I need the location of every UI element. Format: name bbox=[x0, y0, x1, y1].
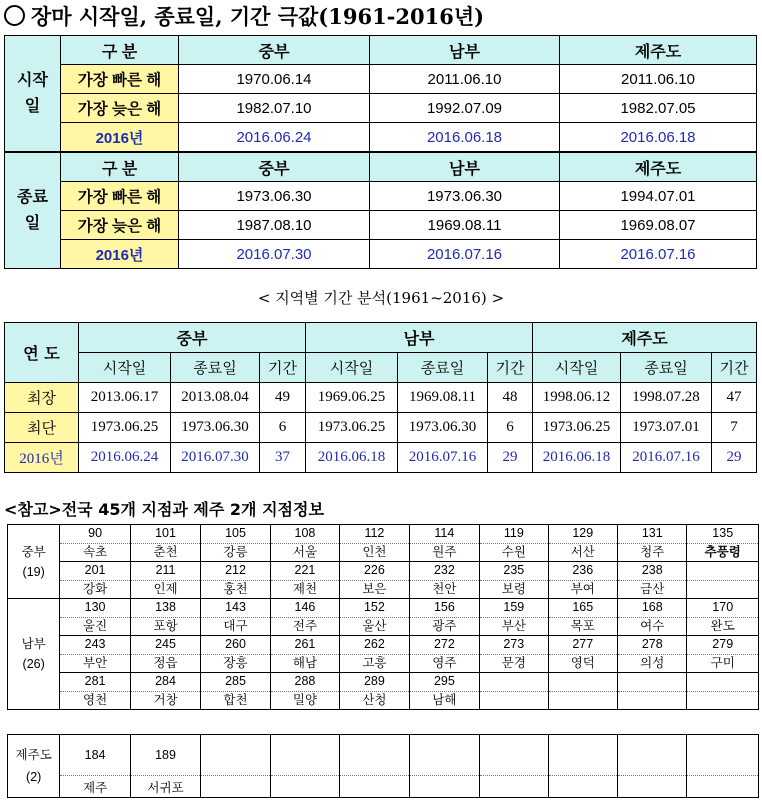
station-name bbox=[687, 776, 759, 798]
station-name: 정읍 bbox=[130, 654, 200, 673]
station-name: 울산 bbox=[340, 617, 409, 636]
date-cell-2016: 2016.07.16 bbox=[560, 240, 757, 269]
extremes-header-region: 중부 bbox=[179, 152, 370, 182]
station-name: 부산 bbox=[480, 617, 548, 636]
row-label-2016: 2016년 bbox=[61, 123, 179, 153]
station-code bbox=[618, 735, 687, 776]
station-code: 285 bbox=[201, 673, 270, 692]
value-cell: 1973.06.25 bbox=[533, 413, 621, 443]
value-cell: 1973.06.30 bbox=[398, 413, 488, 443]
station-code: 159 bbox=[480, 599, 548, 618]
date-cell: 1994.07.01 bbox=[560, 182, 757, 211]
value-cell: 1969.06.25 bbox=[306, 383, 398, 413]
station-name: 보령 bbox=[480, 580, 548, 599]
station-code: 243 bbox=[60, 636, 130, 655]
row-label-2016: 2016년 bbox=[61, 240, 179, 269]
station-name: 영주 bbox=[409, 654, 479, 673]
station-code: 168 bbox=[618, 599, 687, 618]
station-code: 201 bbox=[60, 562, 130, 581]
sub-header: 기간 bbox=[712, 353, 757, 383]
extremes-header-region: 제주도 bbox=[560, 36, 757, 65]
date-cell-2016: 2016.07.30 bbox=[179, 240, 370, 269]
station-code: 262 bbox=[340, 636, 409, 655]
extremes-header-region: 남부 bbox=[370, 36, 560, 65]
group-label bbox=[8, 735, 60, 798]
station-name: 장흥 bbox=[201, 654, 270, 673]
station-name: 춘천 bbox=[130, 543, 200, 562]
station-code: 273 bbox=[480, 636, 548, 655]
station-code bbox=[548, 735, 617, 776]
station-name: 영천 bbox=[60, 691, 130, 710]
value-cell-2016: 37 bbox=[260, 443, 306, 473]
sub-header: 종료일 bbox=[621, 353, 712, 383]
group-label bbox=[8, 599, 60, 710]
station-name: 남해 bbox=[409, 691, 479, 710]
station-name bbox=[340, 776, 409, 798]
start-side-label: 시작 일 bbox=[5, 36, 61, 153]
station-name: 여수 bbox=[618, 617, 687, 636]
station-code bbox=[270, 735, 339, 776]
station-code: 277 bbox=[548, 636, 617, 655]
sub-header: 종료일 bbox=[171, 353, 260, 383]
group-name: 중부 bbox=[21, 544, 46, 559]
station-code: 90 bbox=[60, 525, 130, 544]
station-name bbox=[618, 691, 687, 710]
value-cell: 1973.06.25 bbox=[306, 413, 398, 443]
station-name: 거창 bbox=[130, 691, 200, 710]
sub-header: 기간 bbox=[488, 353, 533, 383]
station-name: 제천 bbox=[270, 580, 339, 599]
sub-header: 기간 bbox=[260, 353, 306, 383]
station-name bbox=[201, 776, 270, 798]
station-name: 영덕 bbox=[548, 654, 617, 673]
station-name bbox=[480, 776, 548, 798]
row-label: 최단 bbox=[5, 413, 79, 443]
station-name: 청주 bbox=[618, 543, 687, 562]
station-code: 165 bbox=[548, 599, 617, 618]
value-cell: 48 bbox=[488, 383, 533, 413]
station-name: 수원 bbox=[480, 543, 548, 562]
station-name: 천안 bbox=[409, 580, 479, 599]
extremes-header-label: 구 분 bbox=[61, 36, 179, 65]
station-code: 261 bbox=[270, 636, 339, 655]
station-code: 143 bbox=[201, 599, 270, 618]
row-label: 가장 늦은 해 bbox=[61, 211, 179, 240]
station-code: 235 bbox=[480, 562, 548, 581]
value-cell-2016: 2016.07.30 bbox=[171, 443, 260, 473]
value-cell-2016: 29 bbox=[712, 443, 757, 473]
extremes-header-region: 남부 bbox=[370, 152, 560, 182]
station-name: 서산 bbox=[548, 543, 617, 562]
sub-header: 시작일 bbox=[306, 353, 398, 383]
value-cell: 6 bbox=[260, 413, 306, 443]
station-code: 289 bbox=[340, 673, 409, 692]
value-cell: 49 bbox=[260, 383, 306, 413]
station-code bbox=[409, 735, 479, 776]
station-name: 밀양 bbox=[270, 691, 339, 710]
group-count: (2) bbox=[26, 770, 42, 784]
station-code: 146 bbox=[270, 599, 339, 618]
row-label-2016: 2016년 bbox=[5, 443, 79, 473]
year-header: 연 도 bbox=[5, 323, 79, 383]
station-name bbox=[687, 580, 759, 599]
row-label: 가장 빠른 해 bbox=[61, 65, 179, 94]
value-cell: 1998.07.28 bbox=[621, 383, 712, 413]
station-code: 130 bbox=[60, 599, 130, 618]
station-code: 245 bbox=[130, 636, 200, 655]
station-name: 원주 bbox=[409, 543, 479, 562]
value-cell-2016: 29 bbox=[488, 443, 533, 473]
station-code: 108 bbox=[270, 525, 339, 544]
station-name: 합천 bbox=[201, 691, 270, 710]
station-name: 서울 bbox=[270, 543, 339, 562]
station-name: 보은 bbox=[340, 580, 409, 599]
station-code: 189 bbox=[130, 735, 200, 776]
station-code: 156 bbox=[409, 599, 479, 618]
station-code: 232 bbox=[409, 562, 479, 581]
date-cell: 1973.06.30 bbox=[370, 182, 560, 211]
station-name: 광주 bbox=[409, 617, 479, 636]
station-name bbox=[409, 776, 479, 798]
station-code: 170 bbox=[687, 599, 759, 618]
section-subtitle: < 지역별 기간 분석(1961~2016) > bbox=[257, 289, 505, 307]
sub-header: 종료일 bbox=[398, 353, 488, 383]
station-name: 문경 bbox=[480, 654, 548, 673]
station-code: 211 bbox=[130, 562, 200, 581]
station-code: 119 bbox=[480, 525, 548, 544]
station-code: 279 bbox=[687, 636, 759, 655]
station-name: 강화 bbox=[60, 580, 130, 599]
station-code bbox=[618, 673, 687, 692]
station-code: 135 bbox=[687, 525, 759, 544]
station-code: 114 bbox=[409, 525, 479, 544]
station-code: 272 bbox=[409, 636, 479, 655]
station-code: 184 bbox=[60, 735, 130, 776]
value-cell: 7 bbox=[712, 413, 757, 443]
station-name bbox=[618, 776, 687, 798]
station-code: 212 bbox=[201, 562, 270, 581]
end-side-label: 종료 일 bbox=[5, 152, 61, 269]
group-name: 제주도 bbox=[15, 748, 52, 762]
station-name: 인천 bbox=[340, 543, 409, 562]
date-cell-2016: 2016.07.16 bbox=[370, 240, 560, 269]
station-code: 281 bbox=[60, 673, 130, 692]
station-code: 221 bbox=[270, 562, 339, 581]
station-code bbox=[480, 735, 548, 776]
station-name: 추풍령 bbox=[687, 543, 759, 562]
value-cell: 1973.06.25 bbox=[79, 413, 171, 443]
group-count: (19) bbox=[22, 564, 45, 579]
value-cell-2016: 2016.06.18 bbox=[533, 443, 621, 473]
station-name: 의성 bbox=[618, 654, 687, 673]
value-cell: 1998.06.12 bbox=[533, 383, 621, 413]
station-code: 236 bbox=[548, 562, 617, 581]
value-cell-2016: 2016.07.16 bbox=[398, 443, 488, 473]
station-name: 부안 bbox=[60, 654, 130, 673]
station-name: 완도 bbox=[687, 617, 759, 636]
station-code: 131 bbox=[618, 525, 687, 544]
extremes-header-region: 제주도 bbox=[560, 152, 757, 182]
period-table bbox=[4, 322, 757, 473]
date-cell: 1969.08.11 bbox=[370, 211, 560, 240]
page-title bbox=[4, 2, 484, 32]
extremes-table bbox=[4, 35, 757, 269]
stations-table bbox=[7, 524, 759, 710]
station-name: 서귀포 bbox=[130, 776, 200, 798]
station-name: 홍천 bbox=[201, 580, 270, 599]
date-cell: 2011.06.10 bbox=[370, 65, 560, 94]
jeju-stations-table bbox=[7, 734, 759, 798]
station-name: 구미 bbox=[687, 654, 759, 673]
group-name: 남부 bbox=[21, 637, 46, 651]
extremes-header-label: 구 분 bbox=[61, 152, 179, 182]
group-label bbox=[8, 525, 60, 599]
date-cell-2016: 2016.06.24 bbox=[179, 123, 370, 153]
region-header: 제주도 bbox=[533, 323, 757, 353]
row-label: 최장 bbox=[5, 383, 79, 413]
station-code: 284 bbox=[130, 673, 200, 692]
station-code bbox=[687, 735, 759, 776]
station-name: 속초 bbox=[60, 543, 130, 562]
group-count: (26) bbox=[22, 657, 45, 671]
reference-title: <참고>전국 45개 지점과 제주 2개 지점정보 bbox=[4, 500, 324, 519]
value-cell: 1969.08.11 bbox=[398, 383, 488, 413]
sub-header: 시작일 bbox=[533, 353, 621, 383]
station-code: 238 bbox=[618, 562, 687, 581]
date-cell: 1982.07.10 bbox=[179, 94, 370, 123]
station-name: 인제 bbox=[130, 580, 200, 599]
station-name bbox=[548, 691, 617, 710]
station-code: 295 bbox=[409, 673, 479, 692]
station-name: 금산 bbox=[618, 580, 687, 599]
station-name: 해남 bbox=[270, 654, 339, 673]
region-header: 중부 bbox=[79, 323, 306, 353]
station-name bbox=[480, 691, 548, 710]
station-code bbox=[687, 673, 759, 692]
station-code: 129 bbox=[548, 525, 617, 544]
station-code bbox=[340, 735, 409, 776]
station-code: 260 bbox=[201, 636, 270, 655]
value-cell: 2013.08.04 bbox=[171, 383, 260, 413]
station-name: 대구 bbox=[201, 617, 270, 636]
extremes-header-region: 중부 bbox=[179, 36, 370, 65]
station-code: 101 bbox=[130, 525, 200, 544]
value-cell: 47 bbox=[712, 383, 757, 413]
value-cell: 1973.06.30 bbox=[171, 413, 260, 443]
station-name bbox=[270, 776, 339, 798]
region-header: 남부 bbox=[306, 323, 533, 353]
sub-header: 시작일 bbox=[79, 353, 171, 383]
station-code: 138 bbox=[130, 599, 200, 618]
date-cell: 1973.06.30 bbox=[179, 182, 370, 211]
station-code bbox=[201, 735, 270, 776]
value-cell: 6 bbox=[488, 413, 533, 443]
date-cell: 1987.08.10 bbox=[179, 211, 370, 240]
station-name: 부여 bbox=[548, 580, 617, 599]
station-name: 목포 bbox=[548, 617, 617, 636]
station-code: 112 bbox=[340, 525, 409, 544]
date-cell: 2011.06.10 bbox=[560, 65, 757, 94]
station-code: 278 bbox=[618, 636, 687, 655]
station-code bbox=[687, 562, 759, 581]
date-cell: 1992.07.09 bbox=[370, 94, 560, 123]
value-cell-2016: 2016.06.18 bbox=[306, 443, 398, 473]
station-name: 고흥 bbox=[340, 654, 409, 673]
row-label: 가장 빠른 해 bbox=[61, 182, 179, 211]
station-code bbox=[480, 673, 548, 692]
date-cell: 1970.06.14 bbox=[179, 65, 370, 94]
row-label: 가장 늦은 해 bbox=[61, 94, 179, 123]
value-cell: 2013.06.17 bbox=[79, 383, 171, 413]
station-name bbox=[548, 776, 617, 798]
station-name: 전주 bbox=[270, 617, 339, 636]
station-code bbox=[548, 673, 617, 692]
page-title-text: 장마 시작일, 종료일, 기간 극값(1961-2016년) bbox=[31, 4, 485, 29]
date-cell-2016: 2016.06.18 bbox=[370, 123, 560, 153]
date-cell-2016: 2016.06.18 bbox=[560, 123, 757, 153]
station-name bbox=[687, 691, 759, 710]
station-code: 105 bbox=[201, 525, 270, 544]
station-name: 강릉 bbox=[201, 543, 270, 562]
station-code: 152 bbox=[340, 599, 409, 618]
station-name: 제주 bbox=[60, 776, 130, 798]
circle-bullet-icon bbox=[4, 5, 25, 26]
value-cell-2016: 2016.06.24 bbox=[79, 443, 171, 473]
value-cell: 1973.07.01 bbox=[621, 413, 712, 443]
value-cell-2016: 2016.07.16 bbox=[621, 443, 712, 473]
station-code: 288 bbox=[270, 673, 339, 692]
station-name: 포항 bbox=[130, 617, 200, 636]
station-name: 울진 bbox=[60, 617, 130, 636]
station-code: 226 bbox=[340, 562, 409, 581]
date-cell: 1969.08.07 bbox=[560, 211, 757, 240]
station-name: 산청 bbox=[340, 691, 409, 710]
date-cell: 1982.07.05 bbox=[560, 94, 757, 123]
